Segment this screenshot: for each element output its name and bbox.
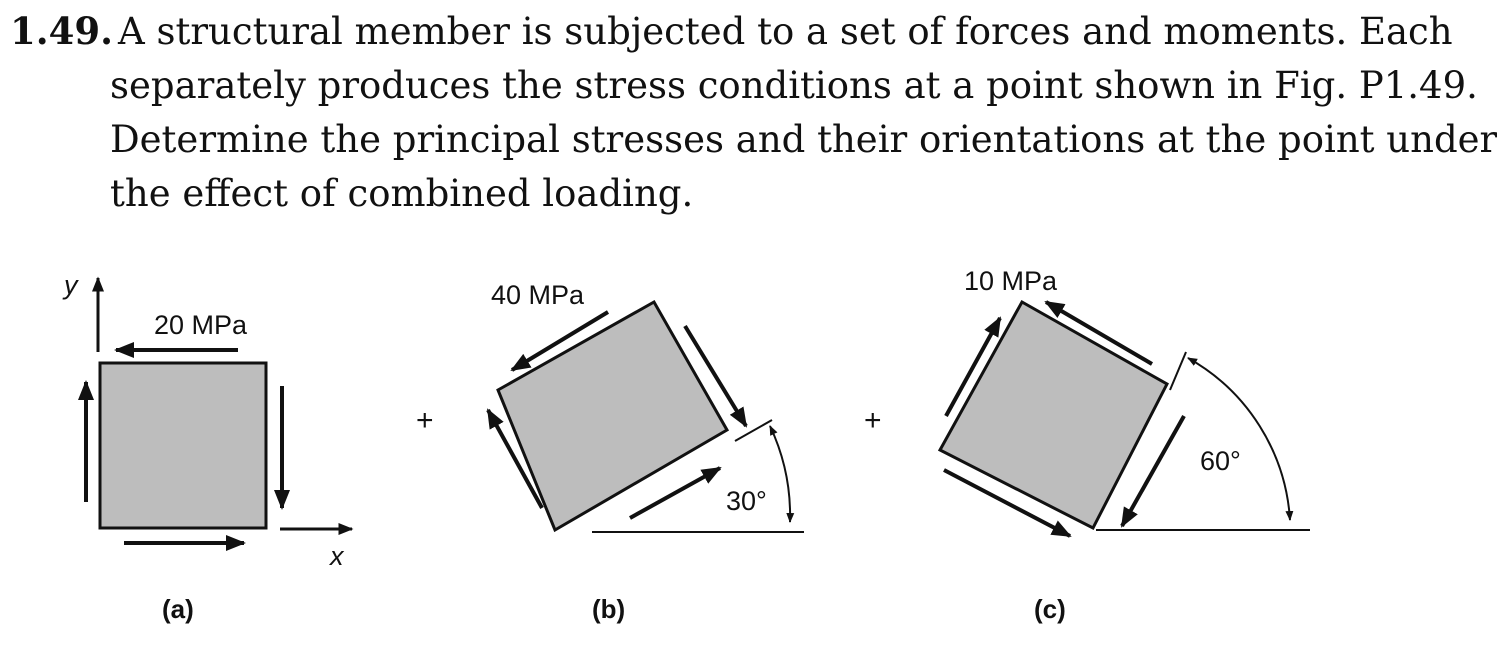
plus-operator-2: + xyxy=(864,404,882,437)
caption-c: (c) xyxy=(1034,594,1066,624)
angle-label-c: 60° xyxy=(1200,446,1241,476)
panel-c xyxy=(940,266,1310,624)
problem-line-1: A structural member is subjected to a set of forces and moments. Each xyxy=(118,10,1453,53)
problem-line-2: separately produces the stress conditions at a point shown in Fig. P1.49. xyxy=(110,64,1478,107)
caption-a: (a) xyxy=(162,594,194,624)
stress-figure xyxy=(0,240,1354,650)
stress-element-c xyxy=(940,302,1167,528)
problem-number: 1.49. xyxy=(10,9,113,53)
y-axis-label: y xyxy=(64,270,78,300)
angle-tick-b xyxy=(735,420,772,441)
angle-arc-c xyxy=(1188,358,1290,520)
problem-line-4: the effect of combined loading. xyxy=(110,172,694,215)
stress-label-b: 40 MPa xyxy=(491,280,585,310)
panel-b xyxy=(488,280,804,624)
stress-label-a: 20 MPa xyxy=(154,310,248,340)
angle-arc-b xyxy=(770,426,790,522)
problem-line-3: Determine the principal stresses and their orientations at the point under xyxy=(110,118,1497,161)
x-axis-label: x xyxy=(330,541,344,571)
stress-element-a xyxy=(100,363,266,528)
panel-a xyxy=(62,270,352,624)
plus-operator-1: + xyxy=(416,404,434,437)
stress-label-c: 10 MPa xyxy=(964,266,1058,296)
caption-b: (b) xyxy=(592,594,626,624)
angle-tick-c xyxy=(1170,352,1186,390)
angle-label-b: 30° xyxy=(726,486,767,516)
